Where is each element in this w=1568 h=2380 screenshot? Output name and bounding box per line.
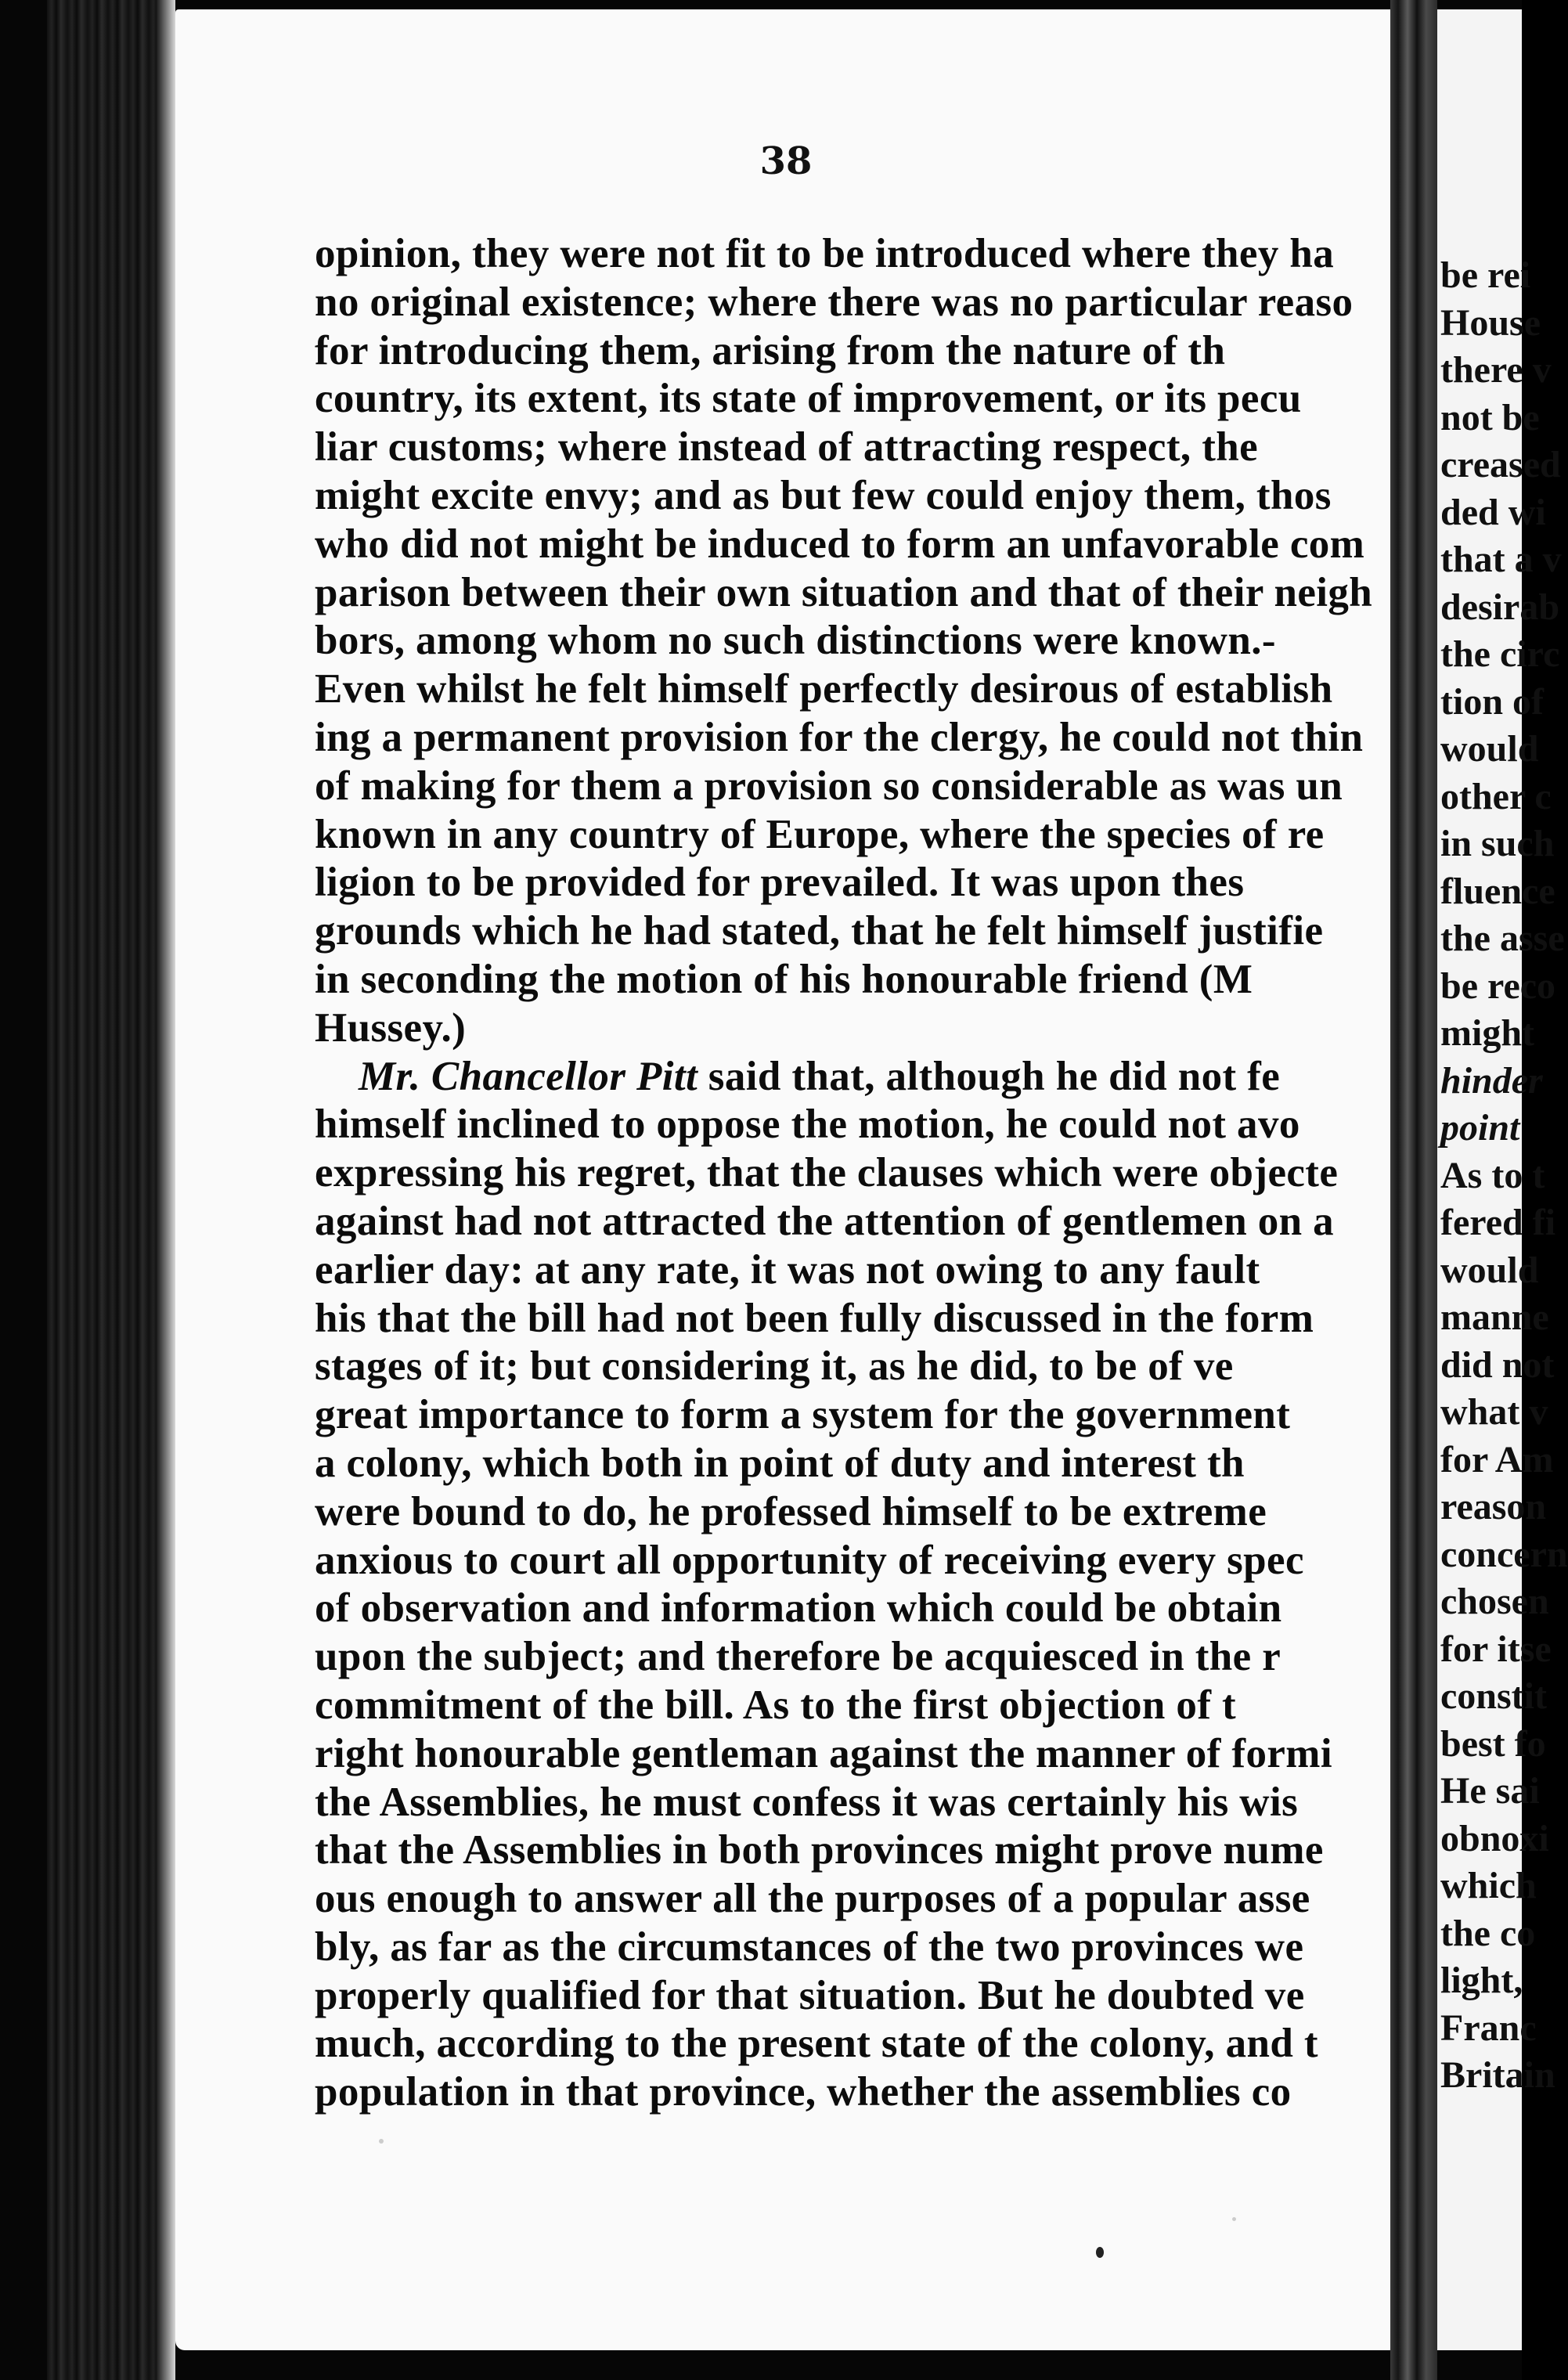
text-line: anxious to court all opportunity of receiving every spec <box>315 1537 1304 1583</box>
text-line: commitment of the bill. As to the first objection of t <box>315 1682 1237 1728</box>
text-line: country, its extent, its state of improvement, or its pecu <box>315 376 1302 422</box>
paper-speck <box>379 2139 384 2144</box>
right-page-line: the circ <box>1440 633 1560 675</box>
right-page-line: would <box>1440 728 1539 770</box>
right-page-line: light, <box>1440 1960 1523 2001</box>
right-page-line: the asse <box>1440 918 1565 959</box>
right-page-line: other c <box>1440 775 1552 817</box>
text-line: against had not attracted the attention of gentlemen on a <box>315 1198 1335 1244</box>
right-page-line: for Am <box>1440 1438 1554 1480</box>
right-page-line: be reco <box>1440 965 1556 1007</box>
right-page-line: reason <box>1440 1486 1547 1527</box>
right-page-line: in such <box>1440 823 1555 864</box>
text-line: Hussey.) <box>315 1004 467 1051</box>
text-line: much, according to the present state of the colony, and t <box>315 2021 1318 2067</box>
right-page-line: tion of <box>1440 680 1544 723</box>
right-page-line: which <box>1440 1865 1537 1906</box>
right-page-line: obnoxi <box>1440 1817 1549 1859</box>
right-page-line: what v <box>1440 1391 1548 1433</box>
right-page-line: best fo <box>1440 1722 1546 1765</box>
right-page-line: He sai <box>1440 1770 1540 1812</box>
right-page-line: Britain <box>1440 2054 1555 2096</box>
text-line: bly, as far as the circumstances of the two provinces we <box>315 1924 1304 1970</box>
right-page-line: did not <box>1440 1343 1555 1386</box>
ink-blot <box>1096 2247 1104 2258</box>
text-line: in seconding the motion of his honourable friend (M <box>315 956 1253 1002</box>
speaker-line <box>315 1053 1361 1102</box>
right-page-line: fluence <box>1440 870 1555 912</box>
right-page-fragment <box>1437 9 1568 2350</box>
text-line: upon the subject; and therefore be acquiesced in the r <box>315 1634 1281 1680</box>
text-line: grounds which he had stated, that he felt himself justifie <box>315 908 1324 954</box>
right-page-line: creased <box>1440 444 1561 485</box>
right-page-line: As to t <box>1440 1154 1545 1196</box>
text-line: were bound to do, he professed himself to be extreme <box>315 1488 1267 1534</box>
text-line: Even whilst he felt himself perfectly desirous of establish <box>315 666 1333 712</box>
text-line: expressing his regret, that the clauses which were objecte <box>315 1150 1339 1196</box>
right-page-line: manne <box>1440 1296 1549 1338</box>
text-line: ing a permanent provision for the clergy, he could not thin <box>315 714 1364 760</box>
paper-speck <box>1232 2217 1236 2221</box>
text-line: his that the bill had not been fully discussed in the form <box>315 1295 1314 1341</box>
right-page-line: be rei <box>1440 254 1531 296</box>
right-page-line: not be <box>1440 396 1540 438</box>
text-line: for introducing them, arising from the nature of th <box>315 327 1226 373</box>
right-page-line: chosen <box>1440 1581 1549 1622</box>
right-page-line: hinder <box>1440 1059 1543 1102</box>
right-page-line: fered fi <box>1440 1202 1556 1243</box>
book-spine <box>47 0 172 2380</box>
text-line: stages of it; but considering it, as he did, to be of ve <box>315 1343 1234 1390</box>
text-line: ous enough to answer all the purposes of a popular asse <box>315 1876 1310 1922</box>
text-line: who did not might be induced to form an unfavorable com <box>315 521 1365 567</box>
page-number: 38 <box>759 139 813 183</box>
body-text <box>315 230 1373 2115</box>
right-page-line: concern <box>1440 1533 1568 1575</box>
text-line: a colony, which both in point of duty and interest th <box>315 1440 1245 1486</box>
text-line: earlier day: at any rate, it was not owing to any fault <box>315 1246 1260 1293</box>
text-line: himself inclined to oppose the motion, he could not avo <box>315 1102 1300 1148</box>
left-page <box>175 9 1397 2350</box>
text-line: of making for them a provision so considerable as was un <box>315 763 1343 809</box>
text-line: the Assemblies, he must confess it was certainly his wis <box>315 1779 1299 1825</box>
text-line: liar customs; where instead of attracting respect, the <box>315 424 1259 471</box>
right-page-line: that a v <box>1440 539 1562 580</box>
text-line: ligion to be provided for prevailed. It was upon thes <box>315 860 1245 906</box>
text-line: no original existence; where there was no particular reaso <box>315 279 1354 325</box>
right-page-line: constit <box>1440 1675 1547 1717</box>
text-line: opinion, they were not fit to be introduced where they ha <box>315 231 1335 276</box>
text-line: might excite envy; and as but few could enjoy them, thos <box>315 472 1332 518</box>
text-line: known in any country of Europe, where the species of re <box>315 811 1325 857</box>
page-edge-shadow <box>157 0 175 2380</box>
right-page-line: would <box>1440 1249 1539 1291</box>
page-fold <box>1390 0 1437 2380</box>
text-line: that the Assemblies in both provinces might prove nume <box>315 1827 1324 1873</box>
right-page-line: the co <box>1440 1912 1536 1954</box>
text-line: great importance to form a system for the government <box>315 1392 1291 1438</box>
text-line: right honourable gentleman against the manner of formi <box>315 1730 1332 1776</box>
text-line: parison between their own situation and that of their neigh <box>315 569 1373 615</box>
right-page-text <box>1440 252 1568 2100</box>
speaker-line-text: said that, although he did not fe <box>697 1053 1281 1099</box>
right-page-line: desirab <box>1440 586 1560 628</box>
text-line: population in that province, whether the assemblies co <box>315 2069 1292 2115</box>
right-page-line: there v <box>1440 349 1552 391</box>
right-page-line: ded wi <box>1440 491 1546 533</box>
text-line: bors, among whom no such distinctions were known.- <box>315 618 1276 664</box>
right-page-line: point <box>1440 1107 1520 1149</box>
right-page-line: for itse <box>1440 1628 1552 1670</box>
text-line: of observation and information which could be obtain <box>315 1585 1282 1632</box>
right-page-line: might <box>1440 1012 1534 1054</box>
right-page-line: House <box>1440 301 1541 344</box>
right-page-line: Franc <box>1440 2007 1537 2049</box>
text-line: properly qualified for that situation. But he doubted ve <box>315 1972 1305 2018</box>
speaker-name: Mr. Chancellor Pitt <box>359 1053 698 1099</box>
